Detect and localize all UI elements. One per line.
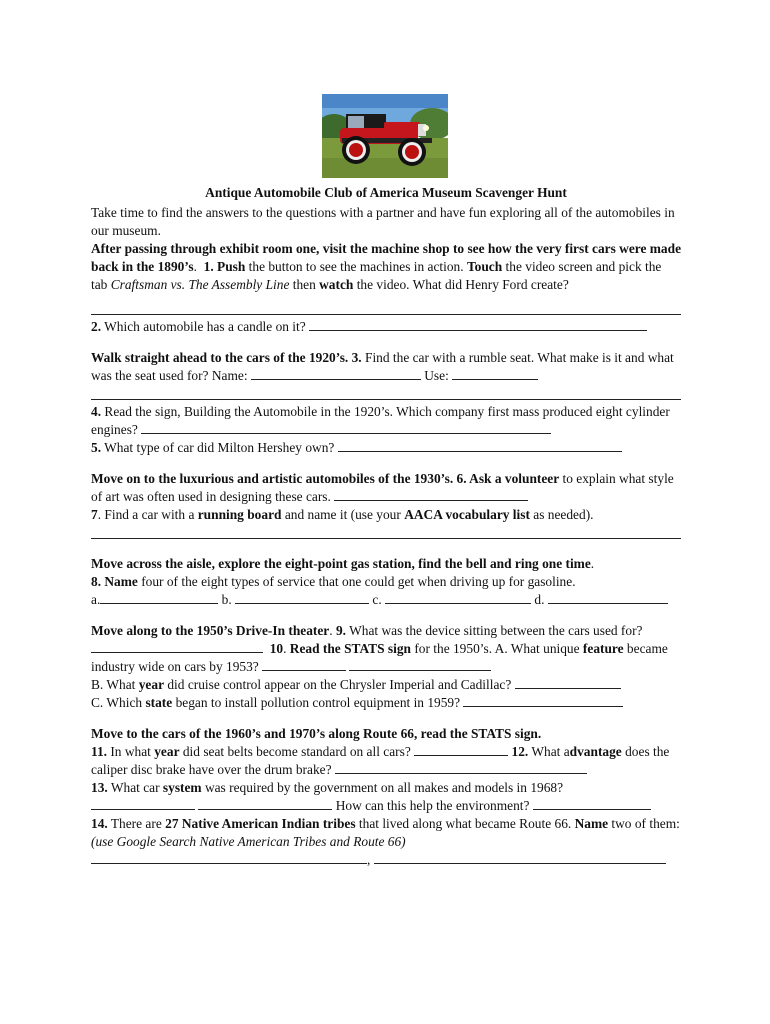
page-title: Antique Automobile Club of America Museum Scavenger Hunt	[205, 185, 567, 200]
car-photo	[322, 94, 448, 178]
question-5: 5. What type of car did Milton Hershey own?	[91, 439, 681, 457]
section-route-66: Move to the cars of the 1960’s and 1970’s along Route 66, read the STATS sign. 11. In what year did seat belts become standard on all cars? 12. What advantage does the caliper disc brake have over the drum brake? 13. What car system was required by the government on all makes and models in 1968? How can this help the environment? 14. There are 27 Native American Indian tribes that lived along what became Route 66. Name two of them: (use Google Search Native American Tribes and Route 66) ,	[91, 726, 680, 867]
answer-line-q1[interactable]	[91, 300, 681, 315]
answer-line-q9[interactable]	[91, 640, 263, 653]
question-4: 4. Read the sign, Building the Automobile in the 1920’s. Which company first mass produced eight cylinder engines?	[91, 404, 670, 437]
answer-line-q7[interactable]	[91, 524, 681, 539]
answer-line-q11[interactable]	[414, 743, 508, 756]
intro-text: Take time to find the answers to the questions with a partner and have fun exploring all of the automobiles in our museum.	[91, 205, 675, 238]
section-1950s: Move along to the 1950’s Drive-In theater. 9. What was the device sitting between the cars used for? 10. Read the STATS sign for the 1950’s. A. What unique feature became industry wide on cars by 1953? B. What year did cruise control appear on the Chrysler Imperial and Cadillac? C. Which state began to install pollution control equipment in 1959?	[91, 623, 668, 710]
answer-line-q10a-1[interactable]	[262, 658, 346, 671]
answer-line-q2[interactable]	[309, 318, 647, 331]
question-2: 2. Which automobile has a candle on it?	[91, 318, 681, 336]
section-gas-station: Move across the aisle, explore the eight-point gas station, find the bell and ring one time. 8. Name four of the eight types of service that one could get when driving up for gasoline. a. b. c. d.	[91, 555, 681, 609]
answer-line-q12[interactable]	[335, 761, 587, 774]
section-1930s: Move on to the luxurious and artistic automobiles of the 1930’s. 6. Ask a volunteer to explain what style of art was often used in designing these cars. 7. Find a car with a running board and name it (use your AACA vocabulary list as needed).	[91, 471, 674, 522]
section-1920s: Walk straight ahead to the cars of the 1920’s. 3. Find the car with a rumble seat. What make is it and what was the seat used for? Name: Use:	[91, 350, 674, 383]
answer-line-q4[interactable]	[141, 421, 551, 434]
section-machine-shop: After passing through exhibit room one, visit the machine shop to see how the very first cars were made back in the 1890’s. 1. Push the button to see the machines in action. Touch the video screen and pick the tab Craftsman vs. The Assembly Line then watch the video. What did Henry Ford create?	[91, 241, 682, 292]
answer-line-q8c[interactable]	[385, 591, 531, 604]
answer-line-q8b[interactable]	[235, 591, 369, 604]
answer-line-q3-use[interactable]	[452, 367, 538, 380]
answer-line-q13-2[interactable]	[198, 797, 332, 810]
answer-line-q10c[interactable]	[463, 694, 623, 707]
answer-line-q14-2[interactable]	[374, 851, 666, 864]
answer-line-q6[interactable]	[334, 488, 528, 501]
answer-line-q3-extra[interactable]	[91, 385, 681, 400]
answer-line-q8a[interactable]	[100, 591, 218, 604]
worksheet	[91, 184, 681, 869]
answer-line-q8d[interactable]	[548, 591, 668, 604]
answer-line-q5[interactable]	[338, 439, 622, 452]
answer-line-q13-3[interactable]	[533, 797, 651, 810]
answer-line-q13-1[interactable]	[91, 797, 195, 810]
answer-line-q10b[interactable]	[515, 676, 621, 689]
answer-line-q14-1[interactable]	[91, 851, 367, 864]
answer-line-q10a-2[interactable]	[349, 658, 491, 671]
answer-line-q3-name[interactable]	[251, 367, 421, 380]
